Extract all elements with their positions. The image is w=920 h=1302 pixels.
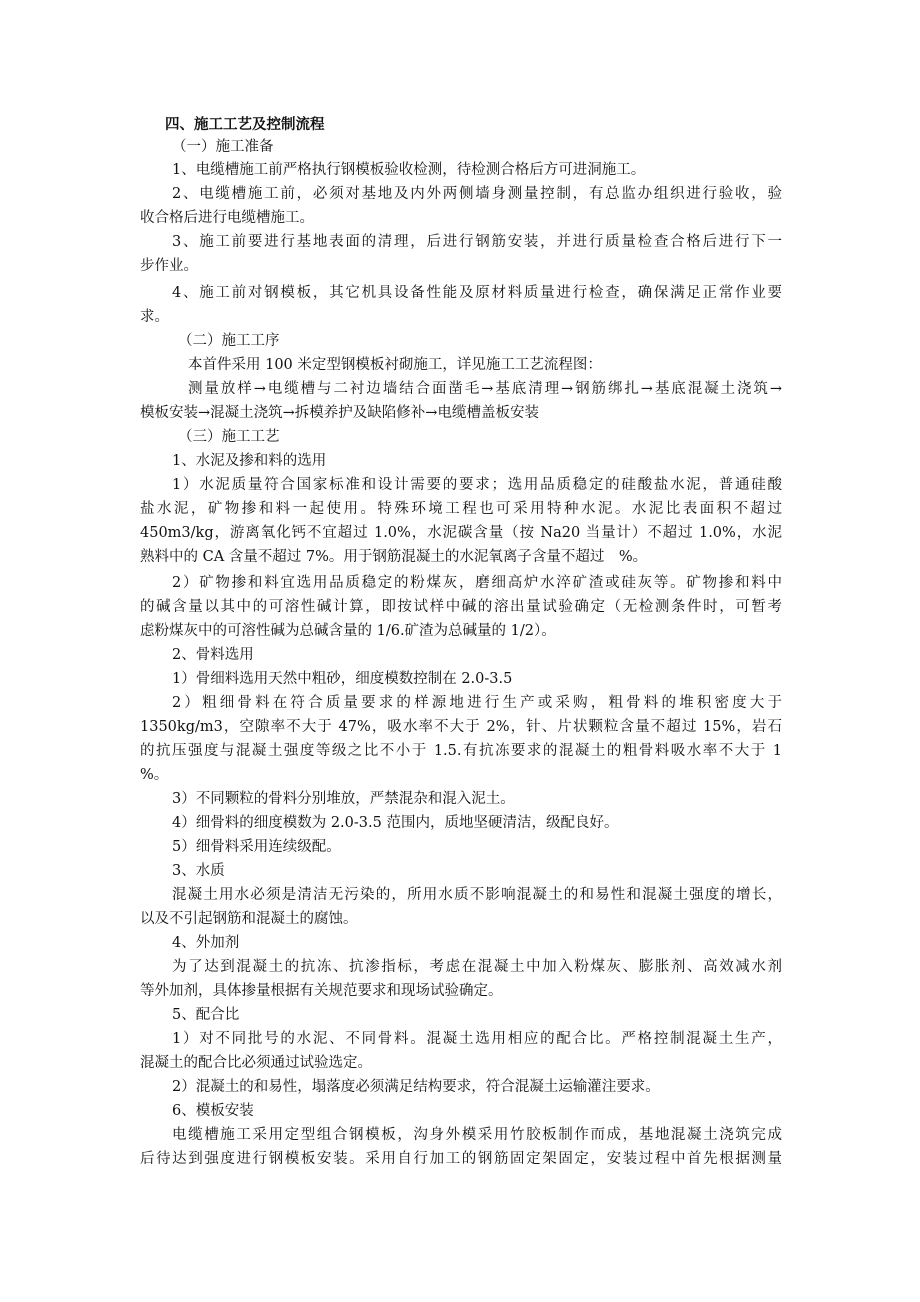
- paragraph-line: 本首件采用 100 米定型钢模板衬砌施工，详见施工工艺流程图：: [188, 357, 602, 373]
- subsection-title: （三）施工工艺: [178, 429, 280, 445]
- paragraph-line: 求。: [140, 309, 169, 325]
- paragraph-line: 2）矿物掺和料宜选用品质稳定的粉煤灰，磨细高炉水淬矿渣或硅灰等。矿物掺和料中: [172, 575, 782, 591]
- subsection-title: （二）施工工序: [178, 333, 280, 349]
- paragraph-line: 1、电缆槽施工前严格执行钢模板验收检测，待检测合格后方可进洞施工。: [172, 162, 646, 178]
- paragraph-line: 步作业。: [140, 258, 198, 274]
- paragraph-line: 2、电缆槽施工前，必须对基地及内外两侧墙身测量控制，有总监办组织进行验收，验: [172, 186, 782, 202]
- paragraph-line: 混凝土用水必须是清洁无污染的，所用水质不影响混凝土的和易性和混凝土强度的增长，: [172, 887, 782, 903]
- paragraph-line: 4、施工前对钢模板，其它机具设备性能及原材料质量进行检查，确保满足正常作业要: [172, 285, 782, 301]
- paragraph-line: 测量放样→电缆槽与二衬边墙结合面凿毛→基底清理→钢筋绑扎→基底混凝土浇筑→: [188, 381, 782, 397]
- item-title: 4、外加剂: [172, 935, 240, 951]
- paragraph-line: 1）骨细料选用天然中粗砂，细度模数控制在 2.0-3.5: [172, 671, 513, 687]
- paragraph-line: 盐水泥，矿物掺和料一起使用。特殊环境工程也可采用特种水泥。水泥比表面积不超过: [140, 501, 782, 517]
- paragraph-line: 后待达到强度进行钢模板安装。采用自行加工的钢筋固定架固定，安装过程中首先根据测量: [140, 1151, 782, 1167]
- paragraph-line: 为了达到混凝土的抗冻、抗渗指标，考虑在混凝土中加入粉煤灰、膨胀剂、高效减水剂: [172, 959, 782, 975]
- paragraph-line: 的抗压强度与混凝土强度等级之比不小于 1.5.有抗冻要求的混凝土的粗骨料吸水率不大于 1: [140, 743, 782, 759]
- paragraph-line: %。: [140, 767, 169, 783]
- paragraph-line: 450m3/kg，游离氧化钙不宜超过 1.0%，水泥碳含量（按 Na20 当量计）不超过 1.0%，水泥: [140, 525, 782, 541]
- paragraph-line: 2）粗细骨料在符合质量要求的样源地进行生产或采购，粗骨料的堆积密度大于: [172, 695, 782, 711]
- section-heading: 四、施工工艺及控制流程: [165, 116, 325, 133]
- item-title: 5、配合比: [172, 1007, 240, 1023]
- subsection-title: （一）施工准备: [172, 139, 274, 155]
- item-title: 2、骨料选用: [172, 647, 254, 663]
- paragraph-line: 的碱含量以其中的可溶性碱计算，即按试样中碱的溶出量试验确定（无检测条件时，可暂考: [140, 599, 782, 615]
- paragraph-line: 5）细骨料采用连续级配。: [172, 839, 341, 855]
- paragraph-line: 收合格后进行电缆槽施工。: [140, 210, 314, 226]
- paragraph-line: 电缆槽施工采用定型组合钢模板，沟身外模采用竹胶板制作而成，基地混凝土浇筑完成: [172, 1127, 782, 1143]
- paragraph-line: 2）混凝土的和易性，塌落度必须满足结构要求，符合混凝土运输灌注要求。: [172, 1079, 660, 1095]
- paragraph-line: 1）水泥质量符合国家标准和设计需要的要求；选用品质稳定的硅酸盐水泥，普通硅酸: [172, 477, 782, 493]
- paragraph-line: 虑粉煤灰中的可溶性碱为总碱含量的 1/6.矿渣为总碱量的 1/2）。: [140, 623, 556, 639]
- paragraph-line: 熟料中的 CA 含量不超过 7%。用于钢筋混凝土的水泥氧离子含量不超过 %。: [140, 549, 648, 565]
- paragraph-line: 模板安装→混凝土浇筑→拆模养护及缺陷修补→电缆槽盖板安装: [140, 405, 539, 421]
- paragraph-line: 1）对不同批号的水泥、不同骨料。混凝土选用相应的配合比。严格控制混凝土生产，: [172, 1031, 782, 1047]
- paragraph-line: 4）细骨料的细度模数为 2.0-3.5 范围内，质地坚硬清洁，级配良好。: [172, 815, 619, 831]
- item-title: 6、模板安装: [172, 1103, 254, 1119]
- paragraph-line: 混凝土的配合比必须通过试验选定。: [140, 1055, 372, 1071]
- item-title: 1、水泥及掺和料的选用: [172, 453, 327, 469]
- paragraph-line: 等外加剂，具体掺量根据有关规范要求和现场试验确定。: [140, 983, 503, 999]
- paragraph-line: 3）不同颗粒的骨料分别堆放，严禁混杂和混入泥土。: [172, 791, 515, 807]
- paragraph-line: 以及不引起钢筋和混凝土的腐蚀。: [140, 911, 358, 927]
- paragraph-line: 3、施工前要进行基地表面的清理，后进行钢筋安装，并进行质量检查合格后进行下一: [172, 234, 782, 250]
- paragraph-line: 1350kg/m3，空隙率不大于 47%，吸水率不大于 2%，针、片状颗粒含量不超过 15%，岩石: [140, 719, 782, 735]
- item-title: 3、水质: [172, 863, 225, 879]
